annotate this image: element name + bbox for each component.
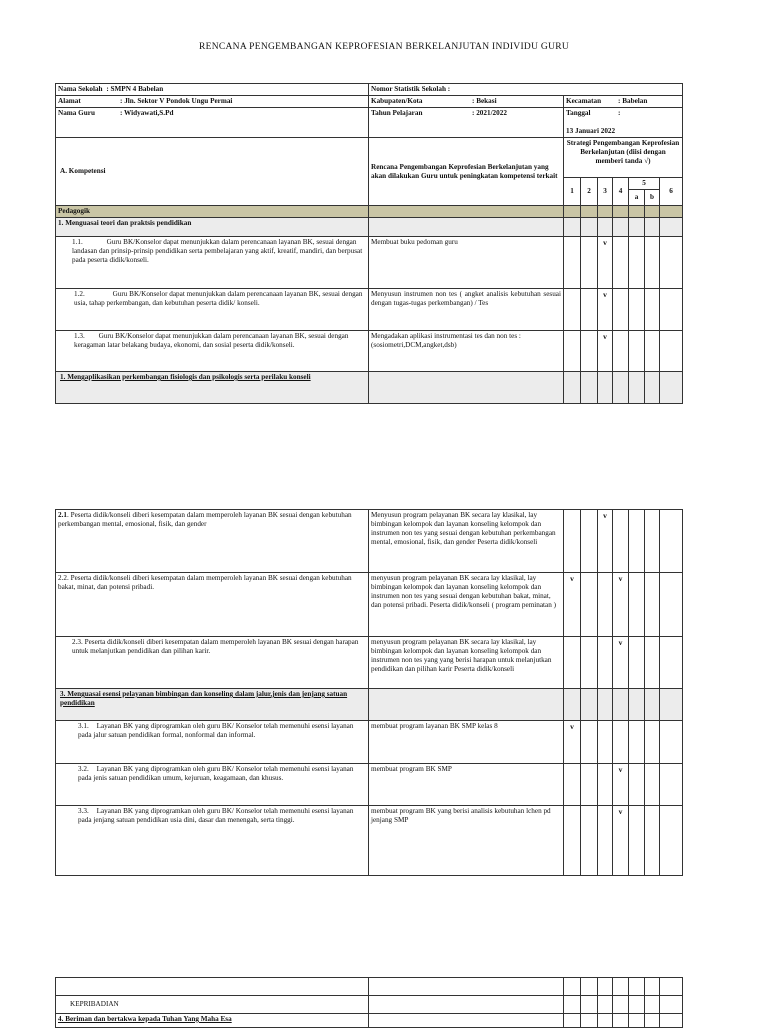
strategy-col-5b: b [645, 190, 660, 206]
address-label: Alamat [58, 97, 81, 105]
date-value: 13 Januari 2022 [566, 127, 616, 135]
table-row [56, 806, 683, 876]
check-mark: v [613, 573, 629, 637]
item-description: Guru BK/Konselor dapat menunjukkan dalam perencanaan layanan BK, sesuai dengan keragaman latar belakang budaya, ekonomi, dan sosial peserta didik/konseli. [74, 332, 349, 349]
plan-text: Mengadakan aplikasi instrumentasi tes dan non tes : (sosiometri,DCM,angket,dsb) [369, 331, 564, 372]
table-row [56, 510, 683, 573]
district-cell [564, 96, 683, 108]
rpkb-table-middle [55, 509, 683, 876]
competency-item-text: 2.3. Peserta didik/konseli diberi kesempatan dalam memperoleh layanan BK sesuai dengan harapan untuk melanjutkan pendidikan dan pilihan karir. [56, 637, 369, 689]
competency-item-text [56, 331, 369, 372]
item-number: 3.1. [78, 722, 89, 730]
table-row [56, 764, 683, 806]
date-label: Tanggal [566, 109, 591, 117]
table-row [56, 637, 683, 689]
competency-item-text [56, 806, 369, 876]
competency-item-text [56, 721, 369, 764]
check-mark: v [598, 289, 613, 331]
strategy-col-6: 6 [660, 178, 683, 206]
plan-text: Menyusun instrumen non tes ( angket analisis kebutuhan sesuai dengan tugas-tugas perkembangan) / Tes [369, 289, 564, 331]
date-cell [564, 108, 683, 138]
plan-text: membuat program BK SMP [369, 764, 564, 806]
date-colon: : [618, 109, 621, 117]
item-number: 1.1. [72, 238, 83, 246]
competency-item-text [56, 289, 369, 331]
plan-text: menyusun program pelayanan BK secara lay klasikal, lay bimbingan kelompok dan layanan konseling kelompok dan instrumen non tes yang yang berisi harapan untuk melanjutkan pendidikan dan pilihan karir Peserta didik/konseli [369, 637, 564, 689]
item-number: 1.2. [74, 290, 85, 298]
school-number-label: Nomor Statistik Sekolah : [369, 84, 683, 96]
city-label: Kabupaten/Kota [371, 97, 423, 105]
table-row [56, 289, 683, 331]
competency-1: 1. Menguasai teori dan praktsis pendidikan [56, 218, 369, 237]
competency-item-text [56, 510, 369, 573]
school-name-value: : SMPN 4 Babelan [106, 85, 164, 93]
check-mark: v [564, 573, 581, 637]
check-mark: v [613, 806, 629, 876]
strategy-header: Strategi Pengembangan Keprofesian Berkelanjutan (diisi dengan memberi tanda √) [564, 138, 683, 178]
pedagogik-label: Pedagogik [56, 206, 369, 218]
district-label: Kecamatan [566, 97, 602, 105]
plan-text: menyusun program pelayanan BK secara lay klasikal, lay bimbingan kelompok dan layanan konseling kelompok dan instrumen non tes yang sesuai dengan kebutuhan bakat, minat, dan potensi pribadi. Peserta didik/konseli ( program peminatan ) [369, 573, 564, 637]
year-value: : 2021/2022 [472, 109, 507, 117]
teacher-value: : Widyawati,S.Pd [120, 109, 174, 117]
teacher-label: Nama Guru [58, 109, 95, 117]
plan-text: Menyusun program pelayanan BK secara lay klasikal, lay bimbingan kelompok dan layanan konseling kelompok dan instrumen non tes yang sesuai dengan kebutuhan perkembangan mental, emosional, fisik, dan gender Peserta didik/konseli [369, 510, 564, 573]
school-name-cell [56, 84, 369, 96]
competency-item-text [56, 237, 369, 289]
rpkb-table-bottom [55, 977, 683, 1028]
address-cell [56, 96, 369, 108]
item-description: Layanan BK yang diprogramkan oleh guru BK/ Konselor telah memenuhi esensi layanan pada jenjang satuan pendidikan usia dini, dasar dan menengah, serta tinggi. [78, 807, 354, 824]
competency-2: 1. Mengaplikasikan perkembangan fisiologis dan psikologis serta perilaku konseli [56, 372, 369, 404]
plan-text: Membuat buku pedoman guru [369, 237, 564, 289]
item-description: . Peserta didik/konseli diberi kesempatan dalam memperoleh layanan BK sesuai dengan kebutuhan perkembangan mental, emosional, fisik, dan gender [58, 511, 352, 528]
document-title: RENCANA PENGEMBANGAN KEPROFESIAN BERKELANJUTAN INDIVIDU GURU [198, 42, 570, 52]
district-value: : Babelan [618, 97, 648, 105]
rpkb-table-top [55, 83, 683, 404]
item-number: 2.1 [58, 511, 67, 519]
strategy-col-1: 1 [564, 178, 581, 206]
check-mark: v [598, 510, 613, 573]
strategy-col-5: 5 [629, 178, 660, 190]
competency-4: 4. Beriman dan bertakwa kepada Tuhan Yang Maha Esa [56, 1014, 369, 1028]
competency-header: A. Kompetensi [56, 138, 369, 206]
teacher-cell [56, 108, 369, 138]
table-row [56, 721, 683, 764]
item-description: Layanan BK yang diprogramkan oleh guru BK/ Konselor telah memenuhi esensi layanan pada jenis satuan pendidikan umum, kejuruan, keagamaan, dan khusus. [78, 765, 354, 782]
address-value: : Jln. Sektor V Pondok Ungu Permai [120, 97, 233, 105]
city-value: : Bekasi [472, 97, 497, 105]
strategy-col-4: 4 [613, 178, 629, 206]
competency-3: 3. Menguasai esensi pelayanan bimbingan dan konseling dalam jalur,jenis dan jenjang satuan pendidikan [56, 689, 369, 721]
check-mark: v [598, 331, 613, 372]
plan-text: membuat program BK yang berisi analisis kebutuhan lchen pd jenjang SMP [369, 806, 564, 876]
item-description: Layanan BK yang diprogramkan oleh guru BK/ Konselor telah memenuhi esensi layanan pada jalur satuan pendidikan formal, nonformal dan informal. [78, 722, 354, 739]
plan-header: Rencana Pengembangan Keprofesian Berkelanjutan yang akan dilakukan Guru untuk peningkatan kompetensi terkait [369, 138, 564, 206]
item-description: Guru BK/Konselor dapat menunjukkan dalam perencanaan layanan BK, sesuai dengan landasan dan prinsip-prinsip pendidikan serta pembelajaran yang aktif, kreatif, mandiri, dan berpusat pada peserta didik/konseli. [72, 238, 363, 264]
table-row [56, 331, 683, 372]
check-mark: v [613, 637, 629, 689]
strategy-col-2: 2 [581, 178, 598, 206]
kepribadian-label: KEPRIBADIAN [56, 996, 369, 1014]
plan-text: membuat program layanan BK SMP kelas 8 [369, 721, 564, 764]
city-cell [369, 96, 564, 108]
year-label: Tahun Pelajaran [371, 109, 423, 117]
table-row [56, 573, 683, 637]
item-number: 3.3. [78, 807, 89, 815]
year-cell [369, 108, 564, 138]
school-name-label: Nama Sekolah [58, 85, 103, 93]
check-mark: v [598, 237, 613, 289]
item-description: Guru BK/Konselor dapat menunjukkan dalam perencanaan layanan BK, sesuai dengan usia, tahap perkembangan, dan kebutuhan peserta didik/ konseli. [74, 290, 363, 307]
check-mark: v [564, 721, 581, 764]
item-number: 1.3. [74, 332, 85, 340]
competency-item-text [56, 764, 369, 806]
strategy-col-5a: a [629, 190, 645, 206]
item-number: 3.2. [78, 765, 89, 773]
check-mark: v [613, 764, 629, 806]
table-row [56, 237, 683, 289]
strategy-col-3: 3 [598, 178, 613, 206]
competency-item-text: 2.2. Peserta didik/konseli diberi kesempatan dalam memperoleh layanan BK sesuai dengan kebutuhan bakat, minat, dan potensi pribadi. [56, 573, 369, 637]
